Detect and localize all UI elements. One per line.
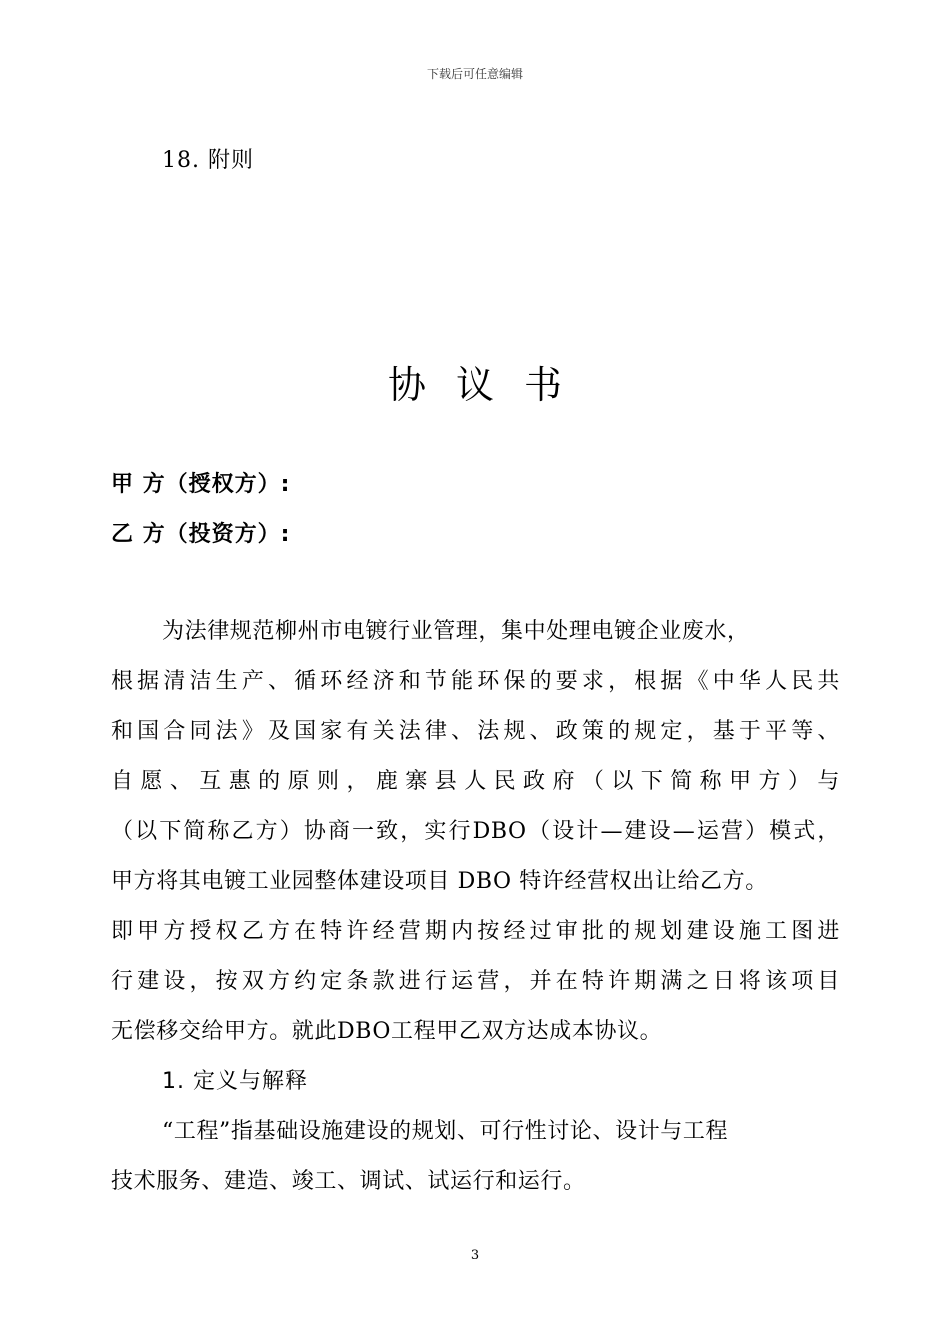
preamble-line: 无偿移交给甲方。就此DBO工程甲乙双方达成本协议。 <box>111 1019 663 1044</box>
subsection-heading: 1. 定义与解释 <box>162 1069 308 1094</box>
preamble-line: 甲方将其电镀工业园整体建设项目 DBO 特许经营权出让给乙方。 <box>111 869 768 894</box>
definition-line: 技术服务、建造、竣工、调试、试运行和运行。 <box>111 1169 586 1194</box>
preamble-line: 根据清洁生产、循环经济和节能环保的要求，根据《中华人民共 <box>111 669 840 694</box>
document-title: 协议书 <box>387 363 592 407</box>
preamble-line: （以下简称乙方）协商一致，实行DBO（设计—建设—运营）模式， <box>111 819 840 844</box>
preamble-line: 自愿、互惠的原则，鹿寨县人民政府（以下简称甲方）与 <box>111 769 840 794</box>
preamble-line: 行建设，按双方约定条款进行运营，并在特许期满之日将该项目 <box>111 969 840 994</box>
preamble-line: 即甲方授权乙方在特许经营期内按经过审批的规划建设施工图进 <box>111 919 840 944</box>
page-number: 3 <box>470 1248 480 1263</box>
section-heading: 18. 附则 <box>162 148 254 173</box>
party-b-label: 乙 方（投资方）: <box>111 522 291 547</box>
definition-line: “工程”指基础设施建设的规划、可行性讨论、设计与工程 <box>162 1119 729 1144</box>
header-note: 下载后可任意编辑 <box>426 67 523 81</box>
party-a-label: 甲 方（授权方）: <box>111 472 291 497</box>
preamble-line: 和国合同法》及国家有关法律、法规、政策的规定，基于平等、 <box>111 719 840 744</box>
preamble-line: 为法律规范柳州市电镀行业管理，集中处理电镀企业废水， <box>162 619 750 644</box>
